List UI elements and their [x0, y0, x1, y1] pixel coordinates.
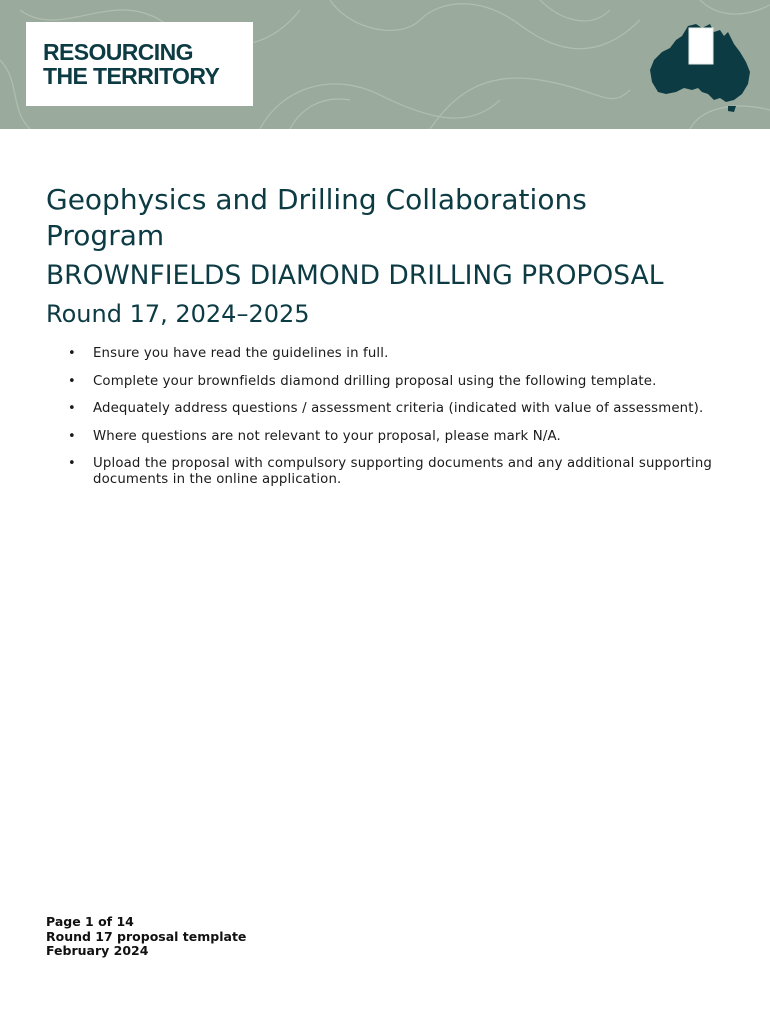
page-number: Page 1 of 14 [46, 914, 134, 929]
template-name: Round 17 proposal template [46, 928, 247, 944]
list-item [46, 401, 726, 417]
document-title: BROWNFIELDS DIAMOND DRILLING PROPOSAL [46, 260, 664, 291]
bullet-icon: • [68, 401, 76, 416]
list-item-text: Ensure you have read the guidelines in full. [93, 346, 389, 361]
list-item [46, 346, 726, 362]
bullet-icon: • [68, 373, 76, 389]
bullet-icon: • [68, 346, 76, 361]
instructions-list [46, 346, 726, 499]
logo [26, 22, 253, 106]
list-item [46, 456, 726, 487]
bullet-icon: • [68, 428, 76, 444]
round-title: Round 17, 2024–2025 [46, 300, 310, 328]
bullet-icon: • [68, 456, 76, 471]
list-item-text: Upload the proposal with compulsory supporting documents and any additional supporting documents in the online application. [93, 456, 712, 487]
list-item-text: Adequately address questions / assessment criteria (indicated with value of assessment). [93, 401, 704, 416]
list-item [46, 374, 726, 390]
footer-date: February 2024 [46, 943, 149, 958]
logo-text-line2: THE TERRITORY [43, 63, 220, 89]
page-footer [46, 915, 246, 959]
logo-text-line1: RESOURCING [43, 39, 193, 65]
list-item-text: Complete your brownfields diamond drilling proposal using the following template. [93, 373, 657, 389]
list-item [46, 429, 726, 445]
australia-map-icon [648, 22, 754, 114]
program-title: Geophysics and Drilling Collaborations Program [46, 183, 587, 252]
list-item-text: Where questions are not relevant to your proposal, please mark N/A. [93, 428, 561, 444]
header-banner [0, 0, 770, 129]
